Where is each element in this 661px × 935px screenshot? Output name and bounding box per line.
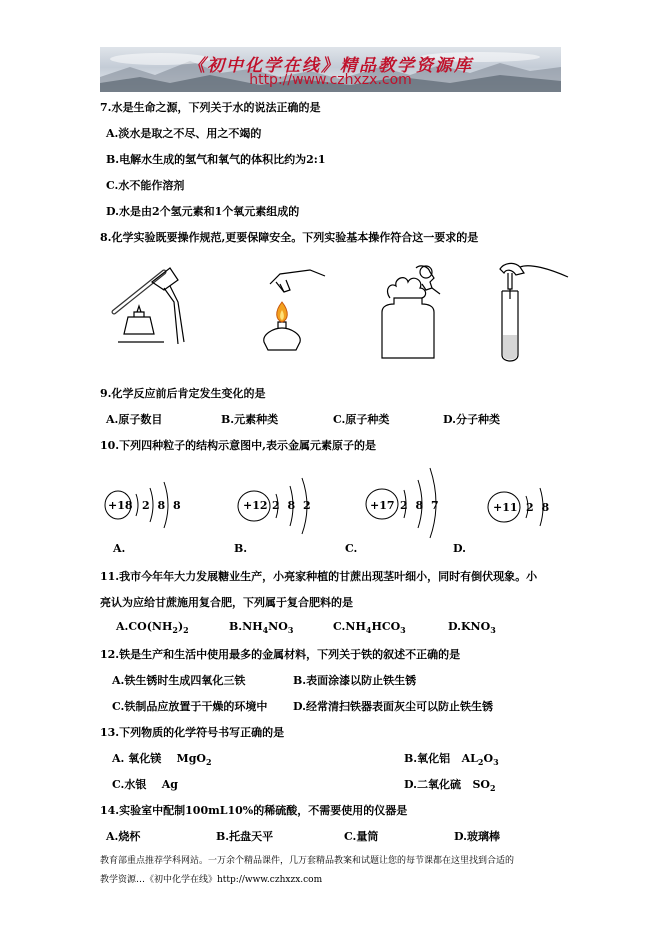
q11-option-b: $B.NH_4NO_3$ (229, 620, 294, 636)
q13-option-b: B.氧化铝 $AL_2O_3$ (404, 752, 499, 768)
q14-option-b: B.托盘天平 (216, 830, 274, 843)
atom-b-nucleus: +12 (243, 499, 268, 512)
q9-option-a: A.原子数目 (106, 413, 163, 426)
q13-option-c: C.水银 Ag (112, 778, 178, 791)
q7-option-c: C.水不能作溶剂 (106, 179, 185, 192)
atom-c-nucleus: +17 (370, 499, 395, 512)
atom-b-electrons: 2 8 2 (272, 499, 311, 512)
atom-c-electrons: 2 8 7 (400, 499, 439, 512)
q9-option-d: D.分子种类 (443, 413, 500, 426)
smelling-gas-apparatus-image (376, 258, 456, 364)
atom-b-label: B. (234, 542, 248, 555)
q7-option-b: B.电解水生成的氢气和氧气的体积比约为2:1 (106, 153, 326, 166)
heating-test-tube-apparatus-image (104, 262, 194, 352)
footer-line2[interactable]: 教学资源…《初中化学在线》http://www.czhxzx.com (100, 875, 323, 885)
banner-url[interactable]: http://www.czhxzx.com (249, 72, 412, 88)
q13-option-a: A. 氧化镁 MgO$_2$ (112, 752, 212, 768)
q12-stem: 12.铁是生产和生活中使用最多的金属材料，下列关于铁的叙述不正确的是 (100, 648, 461, 661)
q11-stem-line1: 11.我市今年年大力发展糖业生产，小亮家种植的甘蔗出现茎叶细小，同时有倒伏现象。小 (100, 570, 538, 583)
q14-option-a: A.烧杯 (106, 830, 141, 843)
q13-stem: 13.下列物质的化学符号书写正确的是 (100, 726, 285, 739)
alcohol-lamp-apparatus-image (250, 262, 330, 362)
q12-option-a: A.铁生锈时生成四氧化三铁 (112, 674, 246, 687)
q12-option-b: B.表面涂漆以防止铁生锈 (293, 674, 417, 687)
q8-stem: 8.化学实验既要操作规范,更要保障安全。下列实验基本操作符合这一要求的是 (100, 231, 479, 244)
dropper-test-tube-apparatus-image (490, 255, 580, 367)
atom-a-electrons: 2 8 8 (142, 499, 181, 512)
atom-a-label: A. (113, 542, 126, 555)
q9-option-c: C.原子种类 (333, 413, 390, 426)
q14-option-c: C.量筒 (344, 830, 379, 843)
atom-d-label: D. (453, 542, 466, 555)
q7-option-d: D.水是由2个氢元素和1个氧元素组成的 (106, 205, 300, 218)
banner-title: 《初中化学在线》精品教学资源库 (188, 56, 473, 76)
q14-stem: 14.实验室中配制100mL10%的稀硫酸，不需要使用的仪器是 (100, 804, 408, 817)
atom-c-label: C. (345, 542, 358, 555)
q11-option-d: $D.KNO_3$ (448, 620, 496, 636)
q13-option-d: D.二氧化硫 $SO_2$ (404, 778, 496, 794)
atom-a-nucleus: +18 (108, 499, 133, 512)
q10-stem: 10.下列四种粒子的结构示意图中,表示金属元素原子的是 (100, 439, 376, 452)
q7-stem: 7.水是生命之源，下列关于水的说法正确的是 (100, 101, 321, 114)
q11-stem-line2: 亮认为应给甘蔗施用复合肥，下列属于复合肥料的是 (100, 596, 353, 609)
q11-option-c: $C.NH_4HCO_3$ (333, 620, 406, 636)
q11-option-a: $A.CO(NH_2)_2$ (116, 620, 189, 636)
q7-option-a: A.淡水是取之不尽、用之不竭的 (106, 127, 262, 140)
atom-d-electrons: 2 8 (526, 501, 550, 514)
q9-option-b: B.元素种类 (221, 413, 279, 426)
q9-stem: 9.化学反应前后肯定发生变化的是 (100, 387, 266, 400)
header-banner (100, 47, 561, 92)
q14-option-d: D.玻璃棒 (454, 830, 500, 843)
q12-option-d: D.经常清扫铁器表面灰尘可以防止铁生锈 (293, 700, 493, 713)
q12-option-c: C.铁制品应放置于干燥的环境中 (112, 700, 268, 713)
footer-line1: 教育部重点推荐学科网站。一万余个精品课件，几万套精品教案和试题让您的每节课都在这里找到合适的 (100, 856, 515, 866)
atom-d-nucleus: +11 (493, 501, 518, 514)
